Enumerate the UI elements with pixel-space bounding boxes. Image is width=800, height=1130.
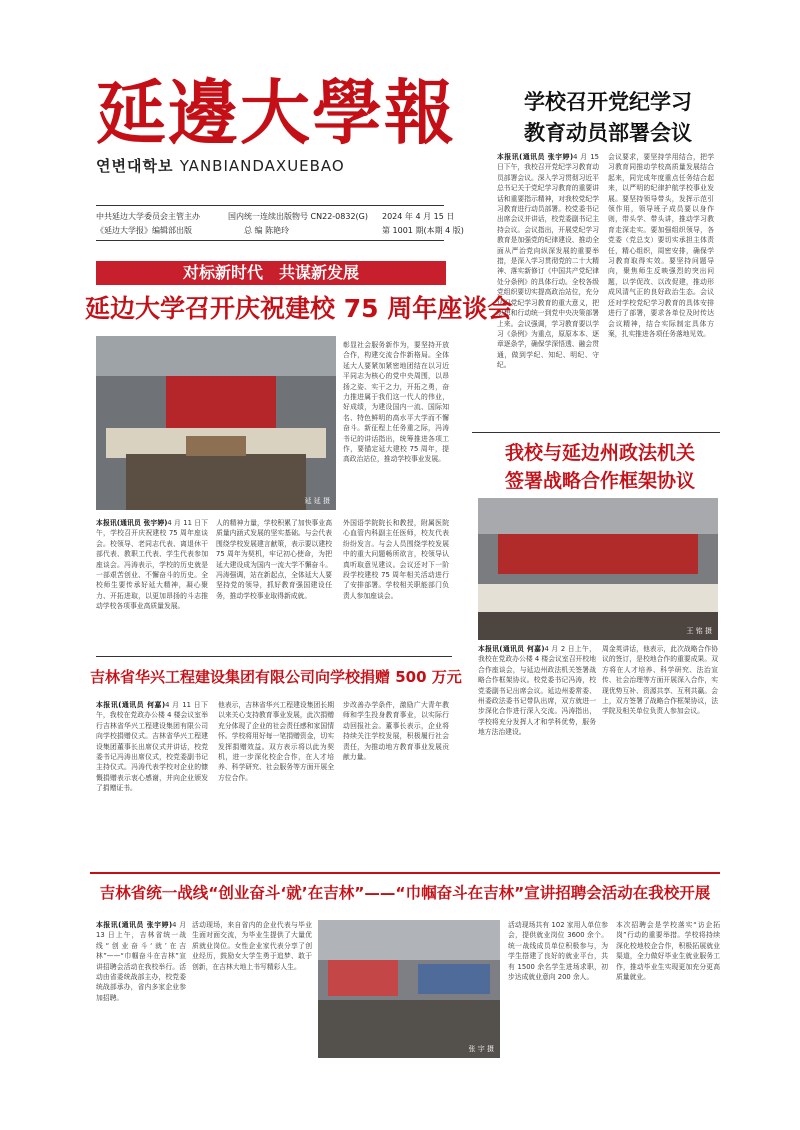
- anniversary-col1: 本报讯(通讯员 张宇婷)4 月 11 日下午，学校召开庆祝建校 75 周年座谈会。校领导、老同志代表、离退休干部代表、教职工代表、学生代表参加座谈会。冯涛表示，学校的历史就是一部艰苦创业、不懈奋斗的历史。全校师生要传承好延大精神，凝心聚力、开拓进取，以更加昂扬的斗志推动学校各项事业高质量发展。: [96, 519, 208, 611]
- party-headline: [478, 90, 738, 146]
- party-body-col1: 本报讯(通讯员 张宇婷)4 月 15 日下午，我校召开党纪学习教育动员部署会议。深入学习贯彻习近平总书记关于党纪学习教育的重要讲话和重要指示精神，对我校党纪学习教育进行动员部署。校党委书记出席会议并讲话，校党委副书记主持会议。会议指出，开展党纪学习教育是加强党的纪律建设、推动全面从严治党向纵深发展的重要举措，是深入学习贯彻党的二十大精神、落实新修订《中国共产党纪律处分条例》的具体行动。全校各级党组织要切实提高政治站位，充分认识党纪学习教育的重大意义，把思想和行动统一到党中央决策部署上来。会议强调，学习教育要以学习《条例》为重点，原原本本、逐章逐条学，确保学深悟透、融会贯通，做到学纪、知纪、明纪、守纪。: [497, 153, 599, 370]
- recruitment-byline: 本报讯(通讯员 张宇婷): [96, 921, 173, 929]
- donation-headline: 吉林省华兴工程建设集团有限公司向学校捐赠 500 万元: [90, 668, 462, 686]
- chief-editor: 总 编 陈艳玲: [244, 226, 290, 235]
- cooperation-col1: 本报讯(通讯员 何嘉)4 月 2 日上午，我校在党政办公楼 4 楼会议室召开校地合作座谈会，与延边州政法机关签署战略合作框架协议。校党委书记冯涛，校党委副书记出席会议。延边州委常委、州委政法委书记带队出席，双方就进一步深化合作进行深入交流。冯涛指出，学校将充分发挥人才和学科优势，服务地方法治建设。: [478, 645, 596, 737]
- anniversary-col3: 彰显社会服务新作为，要坚持开放合作，构建交流合作新格局。全体延大人要紧加紧密地团结在以习近平同志为核心的党中央周围，以昂扬之姿、实干之力，开拓之勇，奋力推进属于我们这一代人的伟业，好成绩，为建设国内一流、国际知名、特色鲜明的高水平大学而不懈奋斗。新征程上任务重之际，冯涛书记的讲话指出，统筹推进各项工作，要锚定延大建校 75 周年，提高政治站位，推动学校事业发展。: [343, 341, 449, 464]
- masthead-korean: 연변대학보: [96, 157, 174, 175]
- cooperation-photo-credit: 王 铭 摄: [686, 627, 712, 635]
- anniversary-col2: 人的精神力量，学校积累了加快事业高质量内涵式发展的坚实基础。与会代表围绕学校发展建言献策，表示要以建校 75 周年为契机，牢记初心使命，为把延大建设成为国内一流大学不懈奋斗。冯涛强调，站在新起点，全体延大人要坚持党的领导，抓好教育强国建设任务，推动学校事业取得新成就。: [216, 519, 332, 600]
- cooperation-headline-line1: 我校与延边州政法机关: [504, 442, 695, 464]
- anniversary-photo: [96, 336, 336, 510]
- party-byline: 本报讯(通讯员 张宇婷): [497, 153, 574, 161]
- issue-date: 2024 年 4 月 15 日: [382, 212, 455, 221]
- masthead-subtitle: [96, 155, 345, 176]
- cooperation-headline: [480, 442, 720, 493]
- publisher-line2: 《延边大学报》编辑部出版: [96, 226, 192, 235]
- donation-col2: 他表示，吉林省华兴工程建设集团长期以来关心支持教育事业发展，此次捐赠充分体现了企业的社会责任感和家国情怀。学校将用好每一笔捐赠资金，切实发挥捐赠效益。双方表示将以此为契机，进一步深化校企合作，在人才培养、科学研究、社会服务等方面开展全方位合作。: [218, 701, 334, 782]
- donation-col1: 本报讯(通讯员 何嘉)4 月 11 日下午，我校在党政办公楼 4 楼会议室举行吉林省华兴工程建设集团有限公司向学校捐赠仪式。吉林省华兴工程建设集团董事长出席仪式并讲话，校党委书记冯涛出席仪式，校党委副书记主持仪式。冯涛代表学校对企业的慷慨捐赠表示衷心感谢，并向企业颁发了捐赠证书。: [96, 701, 208, 793]
- masthead-title: 延邊大學報: [96, 71, 456, 154]
- publisher-line1: 中共延边大学委员会主管主办: [96, 212, 200, 221]
- recruitment-photo-credit: 张 宇 摄: [468, 1045, 494, 1053]
- signing-ceremony-illustration: [478, 498, 718, 640]
- recruitment-col2: 活动现场，来自省内的企业代表与毕业生面对面交流，为毕业生提供了大量优质就业岗位。女性企业家代表分享了创业经历，鼓励女大学生勇于追梦、敢于创新，在吉林大地上书写精彩人生。: [192, 921, 312, 971]
- anniversary-photo-credit: 延 延 摄: [304, 497, 330, 505]
- meeting-room-illustration: [96, 336, 336, 510]
- recruitment-col3: 活动现场共有 102 家用人单位参会，提供就业岗位 3600 余个。统一战线成员单位积极参与，为学生搭建了良好的就业平台，共有 1500 余名学生进场求职，初步达成就业意向 200 余人。: [508, 921, 608, 982]
- cooperation-byline: 本报讯(通讯员 何嘉): [478, 645, 545, 653]
- cooperation-headline-line2: 签署战略合作框架协议: [504, 469, 695, 492]
- donation-col3: 步改善办学条件，激励广大青年教师和学生投身教育事业，以实际行动回报社会。董事长表示，企业将持续关注学校发展，积极履行社会责任，为推动地方教育事业发展贡献力量。: [343, 701, 449, 762]
- party-headline-line1: 学校召开党纪学习: [524, 90, 692, 114]
- banner-slogan: 对标新时代 共谋新发展: [182, 263, 359, 282]
- anniversary-headline: 延边大学召开庆祝建校 75 周年座谈会: [85, 294, 513, 323]
- cn-number: 国内统一连续出版物号 CN22-0832(G): [228, 212, 368, 221]
- party-body-col2: 会议要求，要坚持学用结合，把学习教育同推动学校高质量发展结合起来，同完成年度重点任务结合起来，以严明的纪律护航学校事业发展。要坚持领导带头，发挥示范引领作用，领导班子成员要以身作则，带头学、带头讲，推动学习教育走深走实。要加强组织领导，各党委（党总支）要切实承担主体责任，精心组织，周密安排，确保学习教育取得实效。要坚持问题导向，聚焦师生反映强烈的突出问题，以学促改、以改促建，推动形成风清气正的良好政治生态。会议还对学校党纪学习教育的具体安排进行了部署，要求各单位及时传达会议精神，结合实际制定具体方案，扎实推进各项任务落地见效。: [608, 153, 714, 338]
- anniversary-byline: 本报讯(通讯员 张宇婷): [96, 519, 168, 527]
- recruitment-col1: 本报讯(通讯员 张宇婷)4 月 13 日上午，吉林省统一战线“创业奋斗‘就’在吉林”——“巾帼奋斗在吉林”宣讲招聘会活动在我校举行。活动由省委统战部主办，校党委统战部承办，省内多家企业参加招聘。: [96, 921, 186, 1002]
- issue-number: 第 1001 期(本期 4 版): [382, 226, 464, 235]
- recruitment-col4: 本次招聘会是学校落实“访企拓岗”行动的重要举措。学校将持续深化校地校企合作，积极拓展就业渠道，全力做好毕业生就业服务工作，推动毕业生实现更加充分更高质量就业。: [616, 921, 720, 982]
- recruitment-photo: [318, 920, 500, 1058]
- anniversary-col4: 外国语学院院长和教授，附属医院心血管内科副主任医师，校友代表纷纷发言。与会人员围绕学校发展中的重大问题畅所欲言，校领导认真听取意见建议。会议还对下一阶段学校建校 75 周年相关活动进行了安排部署。学校相关职能部门负责人参加座谈会。: [343, 519, 449, 600]
- party-headline-line2: 教育动员部署会议: [524, 121, 692, 146]
- banner-slogan-bar: [96, 261, 446, 285]
- recruitment-headline: 吉林省统一战线“创业奋斗‘就’在吉林”——“巾帼奋斗在吉林”宣讲招聘会活动在我校开展: [99, 884, 711, 902]
- cooperation-col2: 周金英讲话，他表示，此次战略合作协议的签订，是校地合作的重要成果。双方将在人才培养、科学研究、法治宣传、社会治理等方面开展深入合作，实现优势互补、资源共享、互利共赢。会上，双方签署了战略合作框架协议，法学院及相关单位负责人参加会议。: [602, 645, 718, 716]
- masthead-latin: YANBIANDAXUEBAO: [179, 157, 345, 175]
- donation-byline: 本报讯(通讯员 何嘉): [96, 701, 166, 709]
- job-fair-illustration: [318, 920, 500, 1058]
- cooperation-photo: [478, 498, 718, 640]
